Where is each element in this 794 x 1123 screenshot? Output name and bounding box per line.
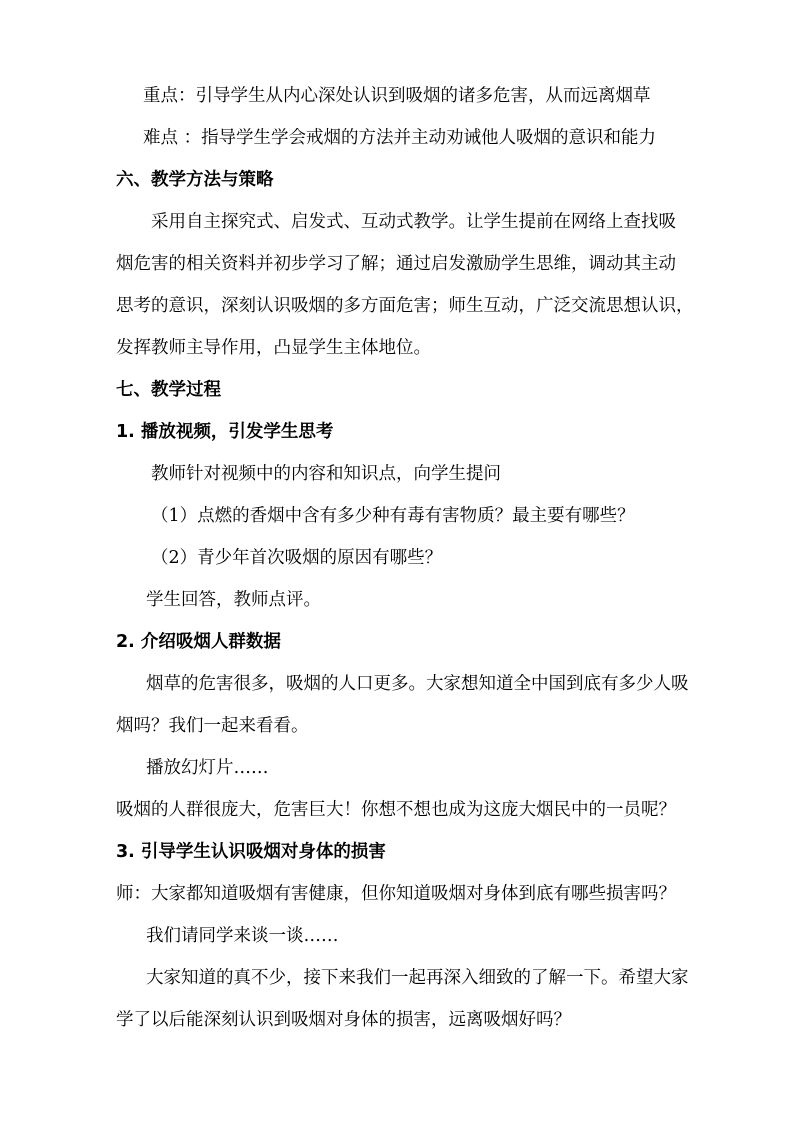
step-1-question-1: （1）点燃的香烟中含有多少种有毒有害物质？最主要有哪些？: [151, 506, 635, 526]
section-6-paragraph-line-3: 思考的意识，深刻认识吸烟的多方面危害；师生互动，广泛交流思想认识，: [116, 296, 694, 316]
step-3-heading: 3. 引导学生认识吸烟对身体的损害: [116, 842, 386, 862]
step-1-heading: 1. 播放视频，引发学生思考: [116, 422, 334, 442]
step-2-line-3: 播放幻灯片……: [146, 758, 269, 778]
step-1-intro: 教师针对视频中的内容和知识点，向学生提问: [151, 464, 501, 484]
difficult-point: 难点 ：指导学生学会戒烟的方法并主动劝诫他人吸烟的意识和能力: [143, 128, 657, 148]
step-2-line-4: 吸烟的人群很庞大，危害巨大！你想不想也成为这庞大烟民中的一员呢？: [116, 800, 676, 820]
step-3-line-2: 我们请同学来谈一谈……: [146, 926, 339, 946]
section-6-paragraph-line-2: 烟危害的相关资料并初步学习了解；通过启发激励学生思维，调动其主动: [116, 254, 676, 274]
step-2-line-1: 烟草的危害很多，吸烟的人口更多。大家想知道全中国到底有多少人吸: [146, 674, 689, 694]
step-3-line-3: 大家知道的真不少，接下来我们一起再深入细致的了解一下。希望大家: [146, 968, 689, 988]
step-2-heading: 2. 介绍吸烟人群数据: [116, 632, 281, 652]
step-3-line-4: 学了以后能深刻认识到吸烟对身体的损害，远离吸烟好吗？: [116, 1010, 571, 1030]
key-point: 重点：引导学生从内心深处认识到吸烟的诸多危害，从而远离烟草: [143, 86, 651, 106]
step-2-line-2: 烟吗？我们一起来看看。: [116, 716, 309, 736]
step-1-answer: 学生回答，教师点评。: [146, 590, 321, 610]
section-6-paragraph-line-4: 发挥教师主导作用，凸显学生主体地位。: [116, 338, 431, 358]
step-1-question-2: （2）青少年首次吸烟的原因有哪些？: [151, 548, 443, 568]
section-7-heading: 七、教学过程: [116, 380, 221, 400]
section-6-heading: 六、教学方法与策略: [116, 170, 274, 190]
section-6-paragraph-line-1: 采用自主探究式、启发式、互动式教学。让学生提前在网络上查找吸: [151, 212, 676, 232]
step-3-line-1: 师：大家都知道吸烟有害健康，但你知道吸烟对身体到底有哪些损害吗？: [116, 884, 676, 904]
